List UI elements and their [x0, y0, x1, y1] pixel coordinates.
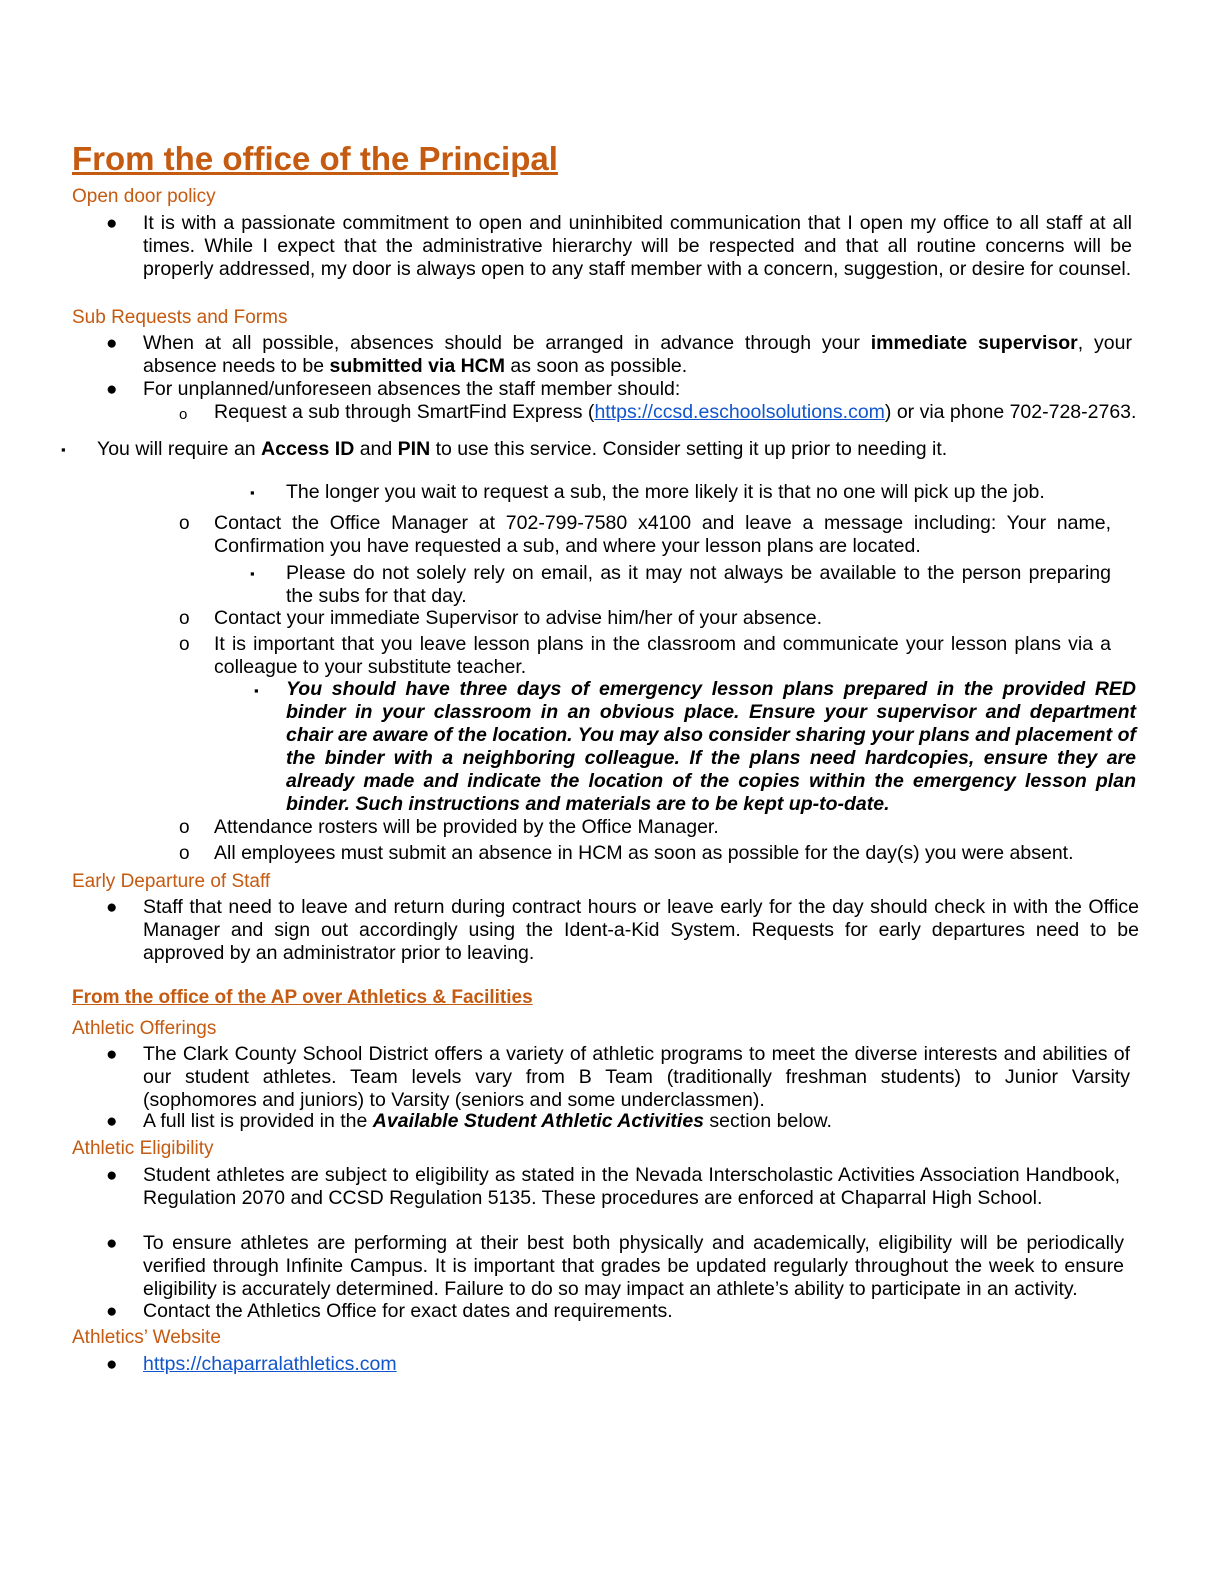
contact-office-text: Contact the Athletics Office for exact dates and requirements. [143, 1300, 673, 1322]
circle-bullet-icon: o [179, 817, 190, 838]
athletics-website-link[interactable]: https://chaparralathletics.com [143, 1353, 397, 1375]
sub-requests-heading: Sub Requests and Forms [72, 307, 288, 328]
bullet-icon: ● [106, 1354, 118, 1375]
bullet-icon: ● [106, 1233, 118, 1254]
unplanned-absence-text: For unplanned/unforeseen absences the staff member should: [143, 378, 681, 400]
smartfind-link[interactable]: https://ccsd.eschoolsolutions.com [594, 401, 885, 423]
bullet-icon: ● [106, 1301, 118, 1322]
circle-bullet-icon: o [179, 608, 190, 629]
bullet-icon: ● [106, 1165, 118, 1186]
email-note-text: Please do not solely rely on email, as it may not always be available to the person preparing the subs for that day. [286, 562, 1111, 607]
bullet-icon: ● [106, 1111, 118, 1132]
smartfind-text: Request a sub through SmartFind Express (https://ccsd.eschoolsolutions.com) or via phone 702-728-2763. [214, 401, 1137, 423]
page-title: From the office of the Principal [72, 140, 558, 177]
emergency-plans-text: You should have three days of emergency lesson plans prepared in the provided RED binder in your classroom in an obvious place. Ensure your supervisor and department chair are aware of the location. You may also consider sharing your plans and placement of the binder with a neighboring colleague. If the plans need hardcopies, ensure they are already made and indicate the location of the copies within the emergency lesson plan binder. Such instructions and materials are to be kept up-to-date. [286, 678, 1136, 815]
access-id-text: You will require an Access ID and PIN to use this service. Consider setting it up prior to needing it. [97, 438, 948, 460]
circle-bullet-icon: o [179, 843, 190, 864]
open-door-heading: Open door policy [72, 186, 216, 207]
circle-bullet-icon: o [179, 513, 190, 534]
longer-wait-text: The longer you wait to request a sub, the more likely it is that no one will pick up the job. [286, 481, 1045, 503]
eligibility-verify-text: To ensure athletes are performing at their best both physically and academically, eligibility will be periodically verified through Infinite Campus. It is important that grades be updated regularly throughout the week to ensure eligibility is accurately determined. Failure to do so may impact an athlete’s ability to participate in an activity. [143, 1232, 1124, 1300]
hcm-absence-text: All employees must submit an absence in HCM as soon as possible for the day(s) you were absent. [214, 842, 1074, 864]
lesson-plans-text: It is important that you leave lesson plans in the classroom and communicate your lesson plans via a colleague to your substitute teacher. [214, 633, 1111, 678]
website-heading: Athletics’ Website [72, 1327, 221, 1348]
circle-bullet-icon: o [179, 634, 190, 655]
circle-bullet-icon: o [179, 406, 188, 423]
bullet-icon: ● [106, 897, 118, 918]
square-bullet-icon: ▪ [61, 442, 66, 457]
eligibility-niaa-text: Student athletes are subject to eligibility as stated in the Nevada Interscholastic Activities Association Handbook, Regulation 2070 and CCSD Regulation 5135. These procedures are enforced at Chaparral High School. [143, 1164, 1120, 1209]
advance-arrangement-text: When at all possible, absences should be arranged in advance through your immediate supervisor, your absence needs to be submitted via HCM as soon as possible. [143, 332, 1132, 377]
square-bullet-icon: ▪ [250, 485, 255, 500]
bullet-icon: ● [106, 333, 118, 354]
bullet-icon: ● [106, 1044, 118, 1065]
bullet-icon: ● [106, 213, 118, 234]
eligibility-heading: Athletic Eligibility [72, 1138, 214, 1159]
bullet-icon: ● [106, 379, 118, 400]
attendance-text: Attendance rosters will be provided by the Office Manager. [214, 816, 719, 838]
early-departure-text: Staff that need to leave and return during contract hours or leave early for the day should check in with the Office Manager and sign out accordingly using the Ident-a-Kid System. Requests for early departures need to be approved by an administrator prior to leaving. [143, 896, 1139, 964]
supervisor-text: Contact your immediate Supervisor to advise him/her of your absence. [214, 607, 823, 629]
early-departure-heading: Early Departure of Staff [72, 871, 271, 892]
office-manager-text: Contact the Office Manager at 702-799-7580 x4100 and leave a message including: Your name, Confirmation you have requested a sub, and where your lesson plans are located. [214, 512, 1111, 557]
offerings-heading: Athletic Offerings [72, 1018, 217, 1039]
offerings-text: The Clark County School District offers a variety of athletic programs to meet the diverse interests and abilities of our student athletes. Team levels vary from B Team (traditionally freshman students) to Junior Varsity (sophomores and juniors) to Varsity (seniors and some underclassmen). [143, 1043, 1130, 1111]
square-bullet-icon: ▪ [250, 566, 255, 581]
open-door-text: It is with a passionate commitment to open and uninhibited communication that I open my office to all staff at all times. While I expect that the administrative hierarchy will be respected and that all routine concerns will be properly addressed, my door is always open to any staff member with a concern, suggestion, or desire for counsel. [143, 212, 1132, 280]
square-bullet-icon: ▪ [254, 683, 259, 698]
full-list-text: A full list is provided in the Available Student Athletic Activities section below. [143, 1110, 832, 1132]
athletics-title: From the office of the AP over Athletics & Facilities [72, 987, 533, 1008]
